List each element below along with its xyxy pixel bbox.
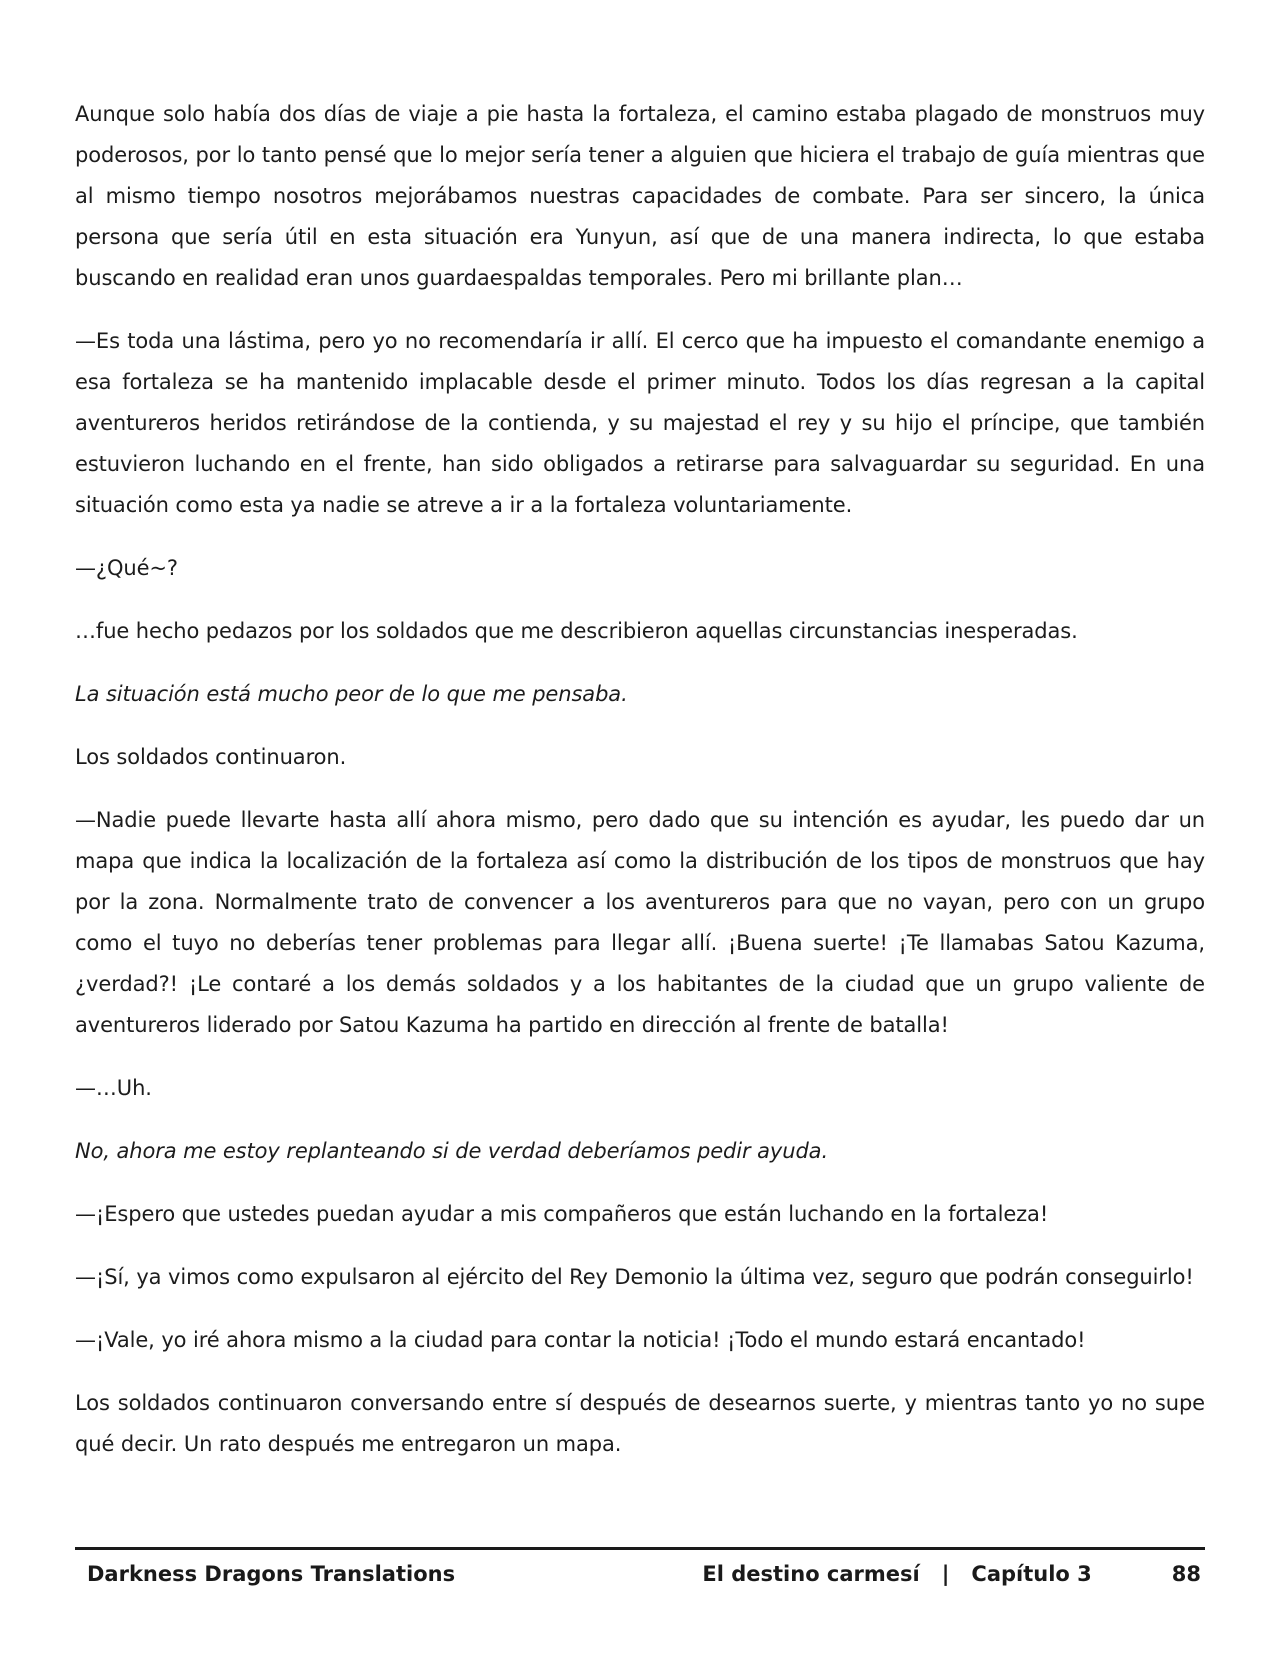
paragraph-9-thought: No, ahora me estoy replanteando si de verdad deberíamos pedir ayuda.: [75, 1139, 829, 1163]
footer-book-title: El destino carmesí: [702, 1562, 920, 1586]
page-footer: [75, 1556, 1205, 1596]
footer-right-group: [702, 1562, 1201, 1586]
footer-divider: [75, 1547, 1205, 1550]
paragraph-8: —…Uh.: [75, 1076, 152, 1100]
paragraph-2: —Es toda una lástima, pero yo no recomendaría ir allí. El cerco que ha impuesto el comandante enemigo a esa fortaleza se ha mantenido implacable desde el primer minuto. Todos los días regresan a la capital aventureros heridos retirándose de la contienda, y su majestad el rey y su hijo el príncipe, que también estuvieron luchando en el frente, han sido obligados a retirarse para salvaguardar su seguridad. En una situación como esta ya nadie se atreve a ir a la fortaleza voluntariamente.: [75, 329, 1205, 517]
paragraph-3: —¿Qué~?: [75, 556, 178, 580]
paragraph-5-thought: La situación está mucho peor de lo que me pensaba.: [75, 682, 628, 706]
footer-chapter: Capítulo 3: [971, 1562, 1092, 1586]
footer-page-number: 88: [1171, 1562, 1201, 1586]
paragraph-6: Los soldados continuaron.: [75, 745, 347, 769]
paragraph-12: —¡Vale, yo iré ahora mismo a la ciudad para contar la noticia! ¡Todo el mundo estará encantado!: [75, 1328, 1086, 1352]
paragraph-10: —¡Espero que ustedes puedan ayudar a mis compañeros que están luchando en la fortaleza!: [75, 1202, 1049, 1226]
footer-separator: |: [941, 1562, 950, 1586]
paragraph-1: Aunque solo había dos días de viaje a pie hasta la fortaleza, el camino estaba plagado de monstruos muy poderosos, por lo tanto pensé que lo mejor sería tener a alguien que hiciera el trabajo de guía mientras que al mismo tiempo nosotros mejorábamos nuestras capacidades de combate. Para ser sincero, la única persona que sería útil en esta situación era Yunyun, así que de una manera indirecta, lo que estaba buscando en realidad eran unos guardaespaldas temporales. Pero mi brillante plan…: [75, 102, 1205, 290]
paragraph-4: …fue hecho pedazos por los soldados que me describieron aquellas circunstancias inesperadas.: [75, 619, 1078, 643]
paragraph-11: —¡Sí, ya vimos como expulsaron al ejército del Rey Demonio la última vez, seguro que podrán conseguirlo!: [75, 1265, 1194, 1289]
page-body: [75, 94, 1205, 1487]
paragraph-7: —Nadie puede llevarte hasta allí ahora mismo, pero dado que su intención es ayudar, les puedo dar un mapa que indica la localización de la fortaleza así como la distribución de los tipos de monstruos que hay por la zona. Normalmente trato de convencer a los aventureros para que no vayan, pero con un grupo como el tuyo no deberías tener problemas para llegar allí. ¡Buena suerte! ¡Te llamabas Satou Kazuma, ¿verdad?! ¡Le contaré a los demás soldados y a los habitantes de la ciudad que un grupo valiente de aventureros liderado por Satou Kazuma ha partido en dirección al frente de batalla!: [75, 808, 1205, 1037]
footer-publisher: Darkness Dragons Translations: [87, 1562, 456, 1586]
paragraph-13: Los soldados continuaron conversando entre sí después de desearnos suerte, y mientras tanto yo no supe qué decir. Un rato después me entregaron un mapa.: [75, 1391, 1205, 1456]
